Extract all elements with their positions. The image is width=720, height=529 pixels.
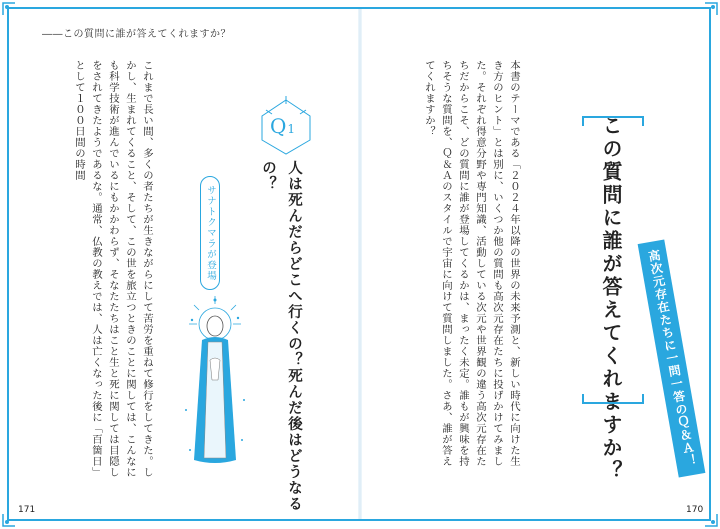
speaker-label: サナトクマラが登場: [200, 176, 220, 290]
corner-ornament-icon: [704, 513, 718, 527]
answer-body-text: これまで長い間、多くの者たちが生きながらにして苦労を重ねて修行をしてきた。しかし、生まれてくること、そして、この世を旅立つときのことに関しては、こんなにも科学技術が進んでいるにもかかわらず、そなたたちはこと生と死に関しては目隠しをされてきたようであるな。通常、仏教の教えでは、人は亡くなった後に「百箇日」として１００日間の時間: [73, 60, 153, 478]
question-heading: 人は死んだらどこへ行くの？死んだ後はどうなるの？: [260, 160, 302, 512]
corner-ornament-icon: [2, 513, 16, 527]
question-badge: [258, 96, 314, 156]
corner-ornament-icon: [704, 2, 718, 16]
question-letter: Q: [270, 114, 288, 138]
question-number: 1: [287, 122, 297, 136]
page-number-right: 170: [686, 505, 704, 515]
chapter-subtitle: 高次元存在たちに一問一答のＱ＆Ａ！: [638, 239, 706, 477]
running-head: ――この質問に誰が答えてくれますか？: [42, 29, 231, 40]
intro-body-text: 本書のテーマである「２０２４年以降の世界の未来予測と、新しい時代に向けた生き方のヒント」とは別に、いくつか他の質問も高次元存在たちに投げかけてみました。それぞれ得意分野や専門知識、活動している次元や世界観の違う高次元存在たちだからこそ、どの質問に誰が登場してくるかは、まったく未定。誰もが興味を持ちそうな質問を、Ｑ＆Ａのスタイルで宇宙に向けて質問しました。さあ、誰が答えてくれますか？: [423, 60, 520, 467]
sanat-kumara-illustration: [180, 290, 250, 470]
book-gutter: [358, 9, 362, 519]
title-bracket-bottom: [582, 394, 644, 404]
corner-ornament-icon: [2, 2, 16, 16]
page-number-left: 171: [18, 505, 36, 515]
chapter-title: この質問に誰が答えてくれますか？: [599, 115, 623, 483]
